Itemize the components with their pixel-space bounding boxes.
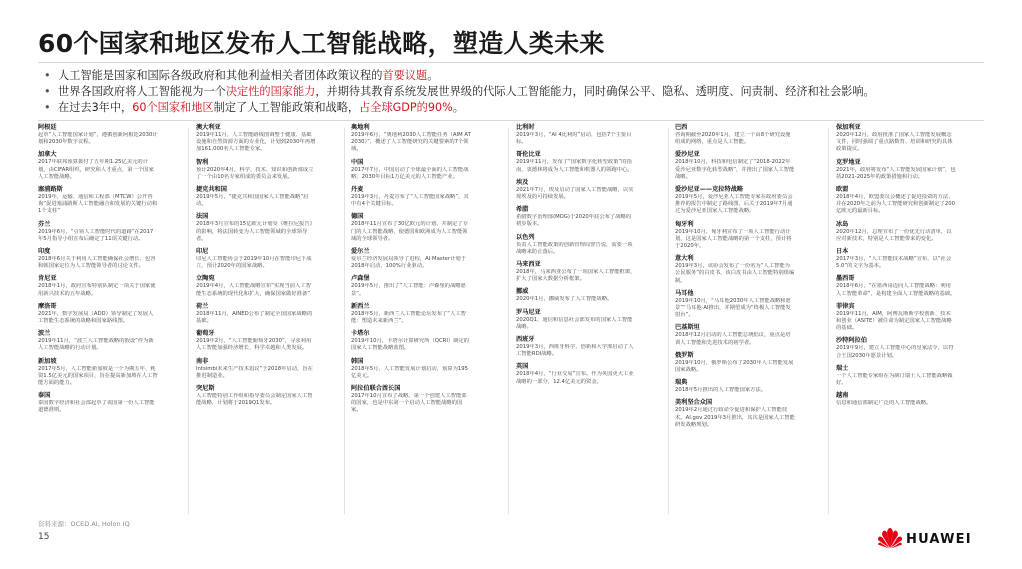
country-name: 智利	[196, 158, 209, 166]
country-entry	[675, 399, 795, 429]
country-description: 2019年11月，“波兰人工智能战略的假设”作为新人工智能战略的行动计划。	[38, 338, 154, 352]
country-description: 2019年3月，“AI 4比利时”启动，包括7个主要目标。	[516, 132, 632, 146]
country-entry	[836, 159, 956, 181]
country-entry	[351, 385, 471, 415]
country-entry	[516, 124, 636, 146]
country-entry	[196, 275, 316, 297]
country-entry	[351, 358, 471, 380]
source-note: 资料来源：OCED.AI, Holon IQ	[38, 520, 130, 528]
country-name: 瑞士	[836, 364, 849, 372]
country-entry	[675, 186, 795, 216]
country-entry	[38, 151, 158, 181]
country-name: 立陶宛	[196, 275, 215, 283]
brand-name: HUAWEI	[906, 532, 972, 547]
bullet-item: • 在过去3年中，60个国家和地区制定了人工智能政策和战略，占全球GDP的90%。	[44, 101, 464, 114]
huawei-logo	[876, 526, 988, 552]
country-description: 2017年5月，人工智能新加坡是一个为期五年、耗资1.5亿美元的国家项目，旨在提高新加坡在人工智能方面的能力。	[38, 365, 158, 387]
country-entry	[836, 124, 956, 154]
country-entry	[836, 248, 956, 270]
country-entry	[675, 151, 795, 181]
country-description: 人工智能特别工作组和指导委员会制定国家人工智能战略，计划将于2019Q1发布。	[196, 393, 313, 407]
country-description: 2017年联邦预算拨付了五年期1.25亿美元的计划，由CIFAR组织，研究和人才重点，第一个国家人工智能战略。	[38, 159, 154, 180]
country-description: 2019年3月，西班牙科学、创新和大学部启动了人工智能RDI战略。	[516, 344, 634, 358]
country-entry	[516, 288, 636, 303]
country-description: 2020年1月，挪威发布了人工智能战略。	[516, 296, 613, 303]
country-description: 2018年4月，欧盟委员会概述了促进投资的方法，并在2020年之前为人工智能研究和创新制定了200亿欧元的最新目标。	[836, 194, 955, 215]
country-description: 2018年5月推出的人工智能国家方法。	[675, 387, 767, 394]
country-entry	[675, 324, 795, 346]
column-separator	[828, 128, 829, 514]
country-entry	[836, 337, 956, 359]
column-separator	[188, 128, 189, 514]
country-name: 匈牙利	[675, 220, 694, 228]
country-name: 澳大利亚	[196, 124, 221, 131]
country-entry	[516, 151, 636, 173]
country-name: 美利坚合众国	[675, 399, 713, 407]
country-entry	[351, 275, 471, 297]
country-entry	[351, 124, 471, 154]
country-name: 摩洛哥	[38, 302, 57, 310]
country-name: 巴西	[675, 124, 688, 131]
country-name: 新西兰	[351, 302, 370, 310]
country-name: 南非	[196, 357, 209, 365]
country-entry	[516, 309, 636, 331]
country-entry	[196, 330, 316, 352]
country-entry	[38, 358, 158, 388]
country-description: 2017年10月宣布了战略，第一个创建人工智能部的国家，也是中东第一个启动人工智能战略的国家。	[351, 393, 467, 414]
country-entry	[836, 221, 956, 243]
country-entry	[351, 186, 471, 208]
country-description: 预计2020年4月，科学、技术、知识和创新部成立了一个由10名专家组成的委员会来发展。	[196, 166, 314, 180]
country-name: 保加利亚	[836, 124, 861, 131]
country-column	[38, 124, 158, 420]
country-name: 捷克共和国	[196, 186, 227, 194]
country-name: 挪威	[516, 288, 529, 296]
country-description: 2018年6月关于利用人工智能确保社会增长、包容和韩国家定位为人工智能领导者的讨论文件。	[38, 256, 156, 270]
country-entry	[836, 392, 956, 407]
country-name: 越南	[836, 392, 849, 400]
country-column	[196, 124, 316, 412]
country-entry	[675, 221, 795, 251]
country-description: 2020年12月，政府批准了国家人工智能发展概念文件，同时强调了重点路数育、培训和研究的具体政策提议。	[836, 132, 953, 153]
country-column	[516, 124, 636, 391]
country-name: 法国	[196, 213, 209, 221]
country-name: 突尼斯	[196, 385, 215, 393]
country-description: 2019年4月，人工智能战略宣布“实现当前人工智能生态系统的现代化和扩大，确保国家做好准备”	[196, 283, 311, 297]
country-description: 2018年11月，AINED公布了制定全国国家战略的基础。	[196, 310, 313, 325]
title-rule	[38, 62, 984, 63]
country-name: 俄罗斯	[675, 351, 694, 359]
country-name: 日本	[836, 248, 849, 256]
country-name: 菲律宾	[836, 302, 855, 310]
country-entry	[675, 124, 795, 146]
country-name: 希腊	[516, 206, 529, 214]
country-name: 丹麦	[351, 186, 364, 194]
country-description: 泰国数字经济和社会部起草了该国第一份人工智能道德准则。	[38, 400, 155, 414]
country-description: 2018年1月，政府宣布特别队制定一项关于国家使用新兴技术的五年战略。	[38, 283, 156, 297]
country-strategy-grid	[38, 124, 990, 514]
country-description: 2018年3月宣布的15亿欧元计划受《维拉尼报告》的影响，将法国转变为人工智能领域的全球领导者。	[196, 221, 315, 242]
country-name: 印度	[38, 248, 51, 256]
country-description: 2019年10月，“马耳他2030年人工智能战略和愿景”“马耳他·AI推出，并期望成为“终极人工智能发射台”。	[675, 297, 791, 319]
country-entry	[196, 213, 316, 243]
country-description: 2019年11月，AIM，阿博瓦斯斯学校创新、技术和创业（ASITE）被任命为制定国家人工智能战略的基础。	[836, 310, 952, 332]
country-description: 2019年6月，“奥地利2030人工智能任务（AIM AT 2030）”，概述了人工智能研究的关键要素的7个领域。	[351, 132, 471, 153]
country-entry	[38, 330, 158, 352]
country-column	[675, 124, 795, 434]
country-description: 2018年5月，人工智能发展计划启动，预算为195亿美元。	[351, 365, 469, 379]
bullet-item: • 世界各国政府将人工智能视为一个决定性的国家能力，并期待其教育系统发展世界级的代际人工智能能力，同时确保公平、隐私、透明度、问责制、经济和社会影响。	[44, 85, 875, 98]
country-entry	[196, 358, 316, 380]
country-entry	[516, 206, 636, 228]
country-entry	[675, 352, 795, 374]
country-description: 2019年10月，卡塔尔计算研究所（QCRI）制定的国家人工智能战略蓝图。	[351, 338, 470, 352]
country-name: 爱沙尼亚——克拉特战略	[675, 186, 744, 194]
country-entry	[675, 379, 795, 394]
country-description: 2019年3月，丹麦宣布了“人工智能国家战略”，其中有4个关键目标。	[351, 194, 469, 208]
country-description: 2018年6月，“在墨西哥迈向人工智能战略：利用人工智能革命”，是构建全面人工智能战略的基础。	[836, 283, 956, 297]
country-entry	[351, 303, 471, 325]
country-entry	[38, 275, 158, 297]
country-column	[351, 124, 471, 420]
country-description: 2021年，政府将发布“人工智能发展国家计划”，包括2021-2025年的政策措施和行动。	[836, 166, 956, 180]
country-description: 2018年12月启动的人工智能总统倡议，重点是培训人工智能和先进技术的初学者。	[675, 332, 791, 346]
country-description: 2018年5月，新西兰人工智能论坛发布了“人工智能：塑造未来新西兰”。	[351, 310, 466, 325]
country-name: 塞浦路斯	[38, 186, 63, 194]
country-description: 2017年7月，中国启动了全球最全面的人工智能战略，2030年目标1万亿美元的人工智能产业。	[351, 166, 469, 180]
country-name: 中国	[351, 158, 364, 166]
page-title: 60个国家和地区发布人工智能战略，塑造人类未来	[38, 29, 605, 58]
country-description: 2018年4月，“行业交易”宣布。作为英国更大工业战略的一部分，12.4亿美元的资金。	[516, 371, 634, 385]
country-description: 2021年，数字发展局（ADD）领导制定了发展人工智能生态系统的战略和国家路线图。	[38, 310, 154, 325]
country-name: 肯尼亚	[38, 275, 57, 283]
country-name: 瑞典	[675, 379, 688, 387]
country-entry	[196, 159, 316, 181]
country-name: 爱尔兰	[351, 248, 370, 256]
country-name: 哥伦比亚	[516, 151, 541, 159]
country-description: 2019年10月，俄罗斯公布了2030年人工智能发展国家战略。	[675, 359, 794, 374]
page-number: 15	[38, 532, 50, 542]
country-name: 英国	[516, 363, 529, 371]
country-description: 2019年5月，爱沙尼亚人工智能专家在政府委员会推荐的报告中制定了路线图，后关于2019年7月通过为爱沙尼亚国家人工智能战略。	[675, 194, 793, 215]
country-name: 印尼	[196, 248, 209, 256]
country-entry	[675, 255, 795, 285]
country-entry	[516, 179, 636, 201]
country-name: 芬兰	[38, 220, 51, 228]
country-entry	[196, 385, 316, 407]
country-entry	[196, 186, 316, 208]
country-entry	[516, 336, 636, 358]
country-description: 2019年11月，发布了“国家数字化转型政策”的指南，衷德林将成为人工智能和机器人的领跑中心。	[516, 159, 633, 173]
country-entry	[196, 248, 316, 270]
country-name: 埃及	[516, 178, 529, 186]
section-divider	[38, 120, 984, 121]
country-description: 咨询期截至2020年1月，建立一个由8个研究设施组成的网络，重点是人工智能。	[675, 132, 791, 146]
country-description: 2019年10月，匈牙利宣布了一项人工智能行动计划，这是国家人工智能战略的第一个支柱，预计将于2020年。	[675, 228, 792, 250]
country-entry	[351, 213, 471, 243]
country-entry	[38, 248, 158, 270]
country-name: 沙特阿拉伯	[836, 337, 867, 345]
country-entry	[38, 392, 158, 414]
country-entry	[836, 275, 956, 297]
country-description: 2019年9月，建立人工智能中心的皇家法令，以符合王国2030年愿景计划。	[836, 345, 954, 359]
country-name: 欧盟	[836, 186, 849, 194]
country-description: 2018年11月宣布了30亿欧元的计划，并制定了专门的人工智能战略，使德国和欧洲成为人工智能领域的全球领导者。	[351, 221, 469, 242]
country-entry	[836, 365, 956, 387]
country-name: 荷兰	[196, 302, 209, 310]
country-name: 巴基斯坦	[675, 324, 700, 332]
country-description: 2019年11月，人工智能路线图调整于健康、基础设施和自然资源方面的专业化，计划到2030年再增加161,000名人工智能专家。	[196, 132, 316, 153]
country-entry	[196, 303, 316, 325]
country-description: 2020年12月，总理宣布了一份优先行动清单，以应对新技术，特别是人工智能带来的变化。	[836, 228, 952, 242]
country-name: 波兰	[38, 330, 51, 338]
country-name: 新加坡	[38, 357, 57, 365]
country-entry	[38, 186, 158, 216]
country-description: Intsimbi未来生产技术倡议”于2018年启动，旨在推进制造业。	[196, 365, 313, 379]
bullet-item: • 人工智能是国家和国际各级政府和其他利益相关者团体政策议程的首要议题。	[44, 69, 439, 82]
country-name: 比利时	[516, 124, 535, 131]
column-separator	[344, 128, 345, 514]
country-description: 一个人工智能专家组在为制订瑞士人工智能战略做好。	[836, 372, 953, 387]
country-description: 2019年，运输、通信和工程部（MTCW）公开咨询”促进塞浦路斯人工智能融合和发展的关键行动和1个支柱”	[38, 194, 158, 215]
country-name: 韩国	[351, 357, 364, 365]
huawei-petal-icon	[876, 526, 904, 550]
country-entry	[351, 248, 471, 270]
country-description: 2018年，马来西亚公布了一项国家人工智能框架，扩大了国家大数据分析框架。	[516, 269, 636, 283]
country-name: 克罗地亚	[836, 158, 861, 166]
country-entry	[836, 303, 956, 333]
country-name: 西班牙	[516, 336, 535, 344]
country-description: 2018年10月，科技和电信制定了“2018-2022年爱沙尼亚数字化转型战略”，并推出了国家人工智能战略。	[675, 159, 795, 180]
country-name: 葡萄牙	[196, 330, 215, 338]
country-name: 以色列	[516, 233, 535, 241]
country-description: 负责人工智能政策的创新管理局警告说，需要一项战略来防止落后。	[516, 241, 633, 255]
country-name: 加拿大	[38, 151, 57, 159]
country-description: 2019年5月，推出了“人工智能：卢森堡的战略愿景”。	[351, 283, 466, 297]
country-name: 冰岛	[836, 220, 849, 228]
country-entry	[196, 124, 316, 154]
country-name: 阿根廷	[38, 124, 57, 131]
bullet-list	[44, 68, 994, 116]
country-description: 信息和通信部制定广泛的人工智能战略。	[836, 400, 932, 407]
country-entry	[836, 186, 956, 216]
country-description: 2017年3月，“人工智能技术战略”宣布，以“社会5.0”的文字为基本。	[836, 256, 952, 270]
country-description: 2021年7月，埃及启动了国家人工智能战略，以实现埃及的可持续发展。	[516, 186, 634, 201]
country-description: 2020Q1，通信和信息社会部发布的国家人工智能战略。	[516, 316, 633, 330]
country-name: 爱沙尼亚	[675, 151, 700, 159]
country-name: 墨西哥	[836, 275, 855, 283]
country-name: 阿拉伯联合酋长国	[351, 385, 401, 393]
country-name: 奥地利	[351, 124, 370, 131]
country-description: 起草“人工智能国家计划”，遵循创新阿根廷2030计划和2030年数字议程。	[38, 132, 158, 146]
country-description: 2019年6月，“引领人工智能时代的道路”在2017年5月指导小组宣布后确定了11项关键行动。	[38, 228, 154, 242]
country-entry	[516, 261, 636, 283]
country-name: 意大利	[675, 255, 694, 263]
country-description: 2019年2月，“人工智能葡萄牙2030”，寻求利用人工智能加强经济增长、科学卓越和人类发展。	[196, 338, 312, 352]
country-entry	[351, 159, 471, 181]
country-entry	[516, 234, 636, 256]
country-description: 2019年5月，“捷克共和国国家人工智能战略”启动。	[196, 194, 309, 208]
column-separator	[508, 128, 509, 514]
country-entry	[38, 303, 158, 325]
country-name: 卡塔尔	[351, 330, 370, 338]
country-name: 罗马尼亚	[516, 308, 541, 316]
country-entry	[675, 290, 795, 320]
country-name: 泰国	[38, 392, 51, 400]
country-description: 爱尔兰经济发展局领导了进程，AI Master计划于2018年启动，100%行业驱动。	[351, 256, 467, 270]
country-name: 马来西亚	[516, 261, 541, 269]
country-entry	[38, 221, 158, 243]
country-name: 卢森堡	[351, 275, 370, 283]
country-name: 德国	[351, 213, 364, 221]
country-description: 2019年2月通过行政命令促进和保护人工智能技术。AI.gov 2019年3月推出，其次是国家人工智能研发战略规划。	[675, 407, 795, 428]
column-separator	[668, 128, 669, 514]
country-entry	[38, 124, 158, 146]
country-entry	[516, 363, 636, 385]
country-description: 2019年3月，该协会发布了一份名为“人工智能为公民服务”的白皮书，该白皮书由人工智能特别组编制。	[675, 263, 795, 284]
country-description: 希腊数字治理部(MDG)于2020年底公布了战略的初步版本。	[516, 214, 632, 228]
country-entry	[351, 330, 471, 352]
country-column	[836, 124, 956, 412]
country-name: 马耳他	[675, 289, 694, 297]
country-description: 印尼人工智能协会于2019年10月在智能印尼下成立，预计2020年的国家战略。	[196, 256, 312, 270]
